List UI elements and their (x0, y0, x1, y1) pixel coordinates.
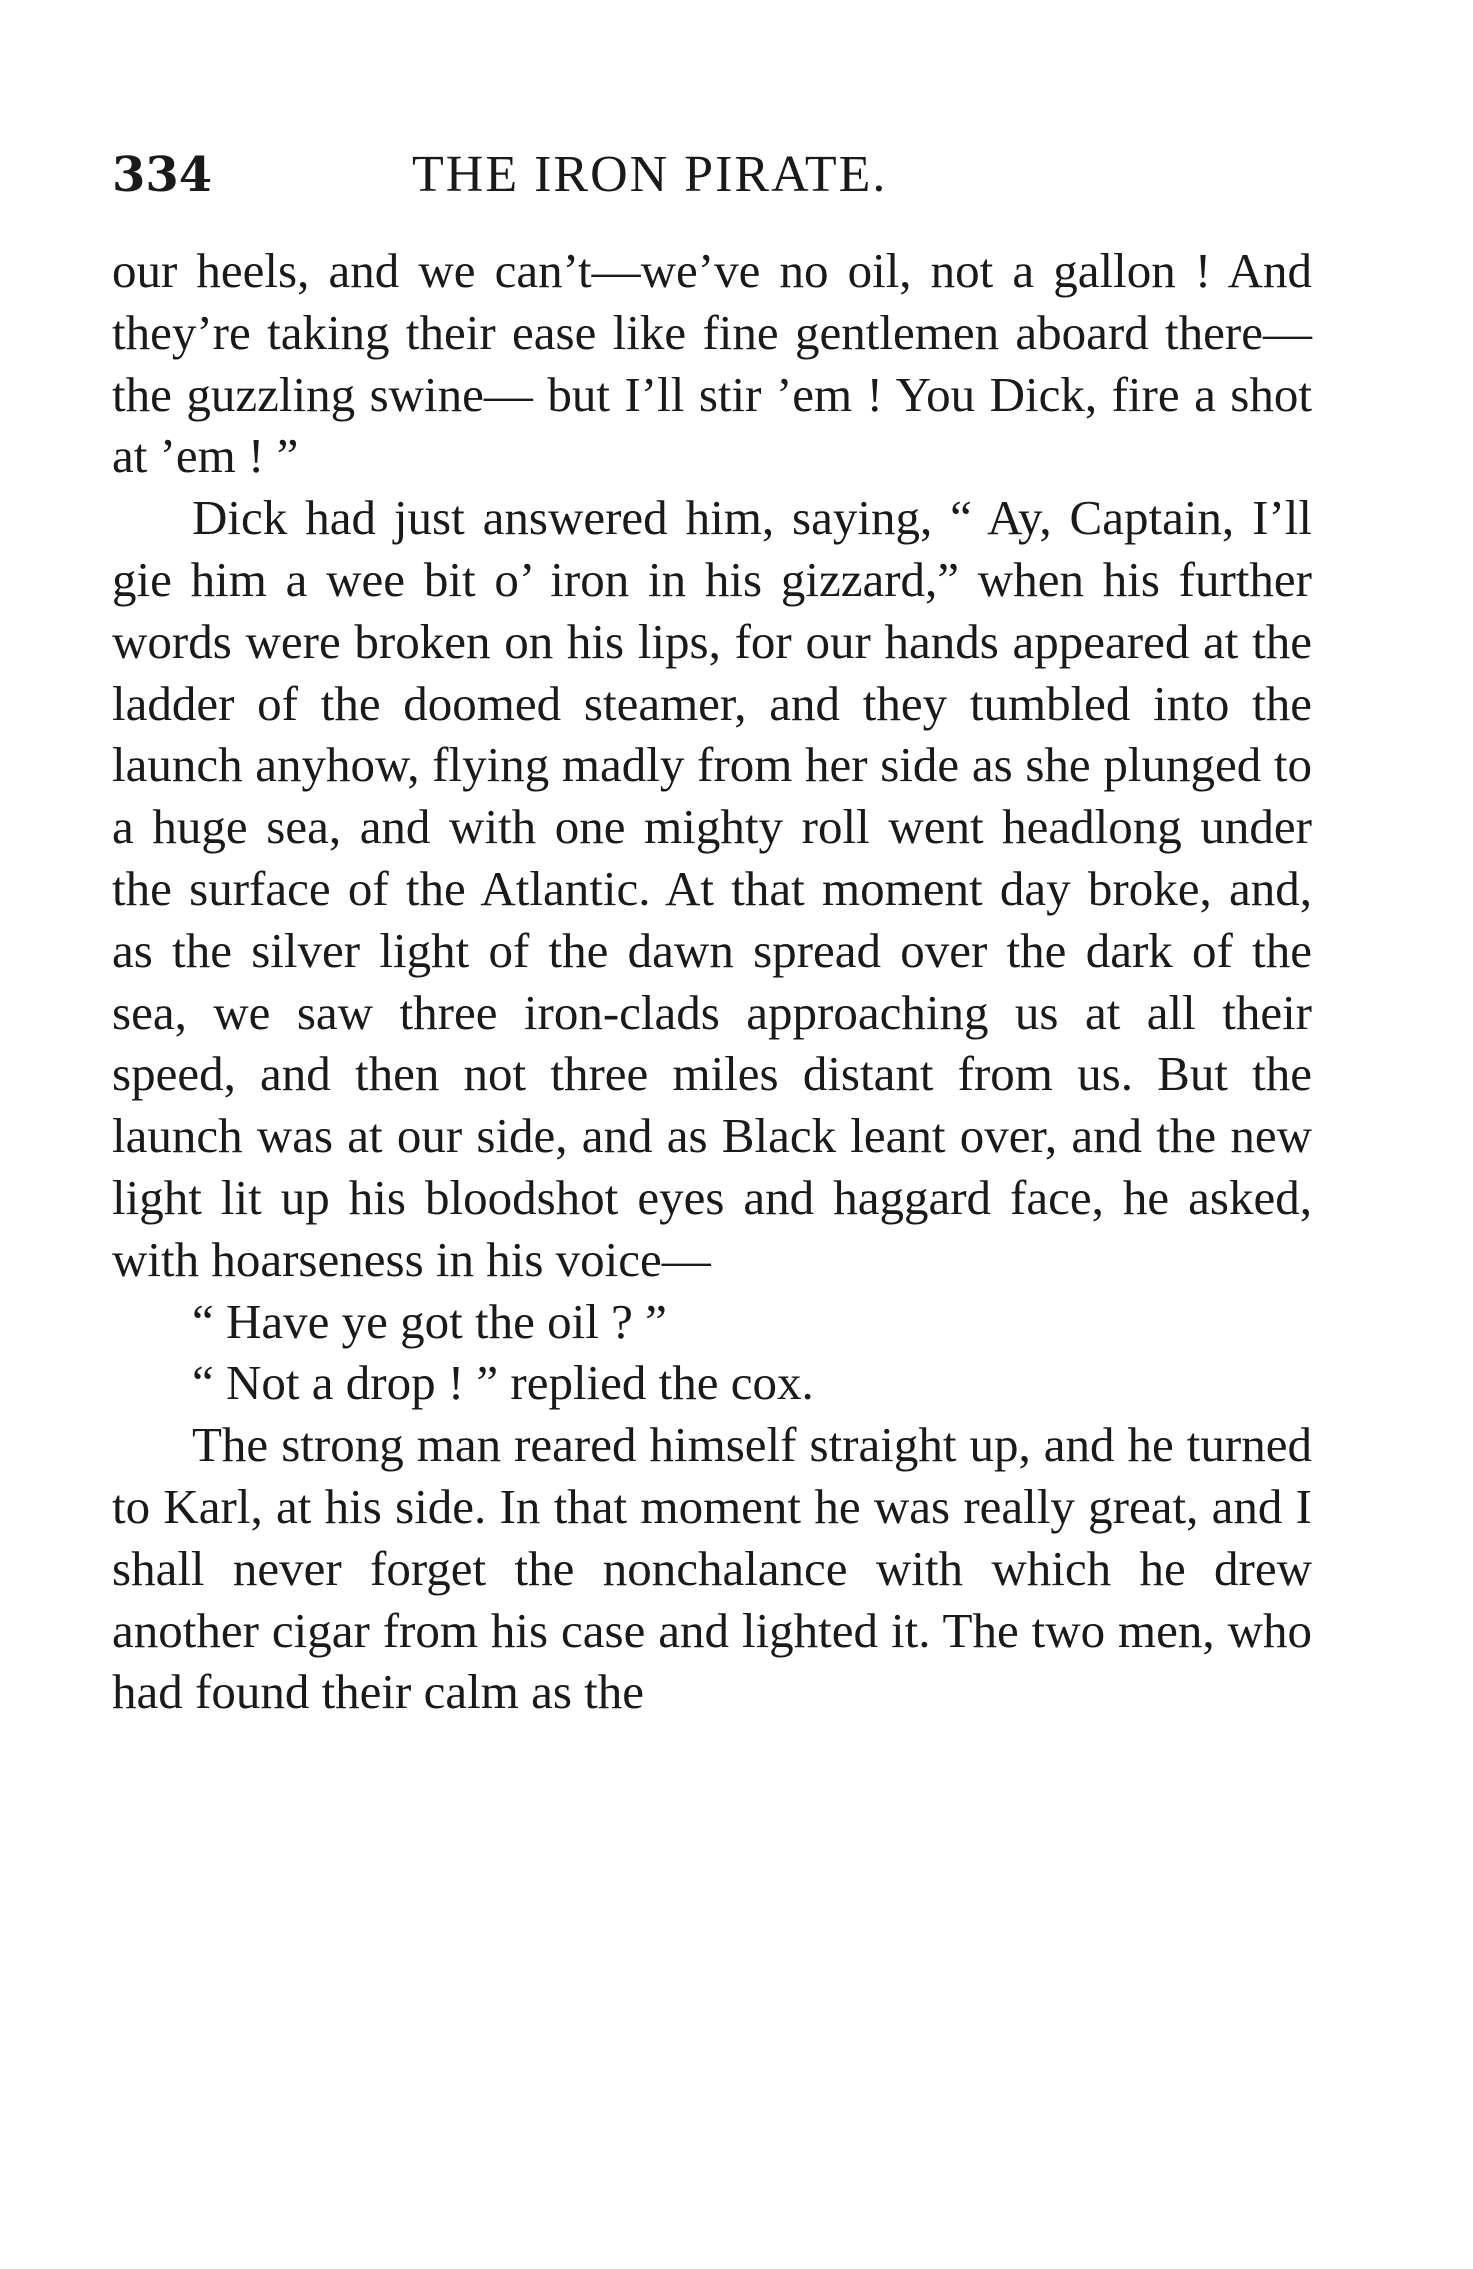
page-number: 334 (112, 147, 213, 203)
page-header (112, 140, 1312, 210)
body-text (112, 240, 1312, 1723)
paragraph-dick-answer: Dick had just answered him, saying, “ Ay, Captain, I’ll gie him a wee bit o’ iron in his gizzard,” when his further words were broken on his lips, for our hands appeared at the ladder of the doomed steamer, and they tumbled into the launch anyhow, flying madly from her side as she plunged to a huge sea, and with one mighty roll went headlong under the surface of the Atlantic. At that moment day broke, and, as the silver light of the dawn spread over the dark of the sea, we saw three iron-clads approaching us at all their speed, and then not three miles distant from us. But the launch was at our side, and as Black leant over, and the new light lit up his bloodshot eyes and haggard face, he asked, with hoarseness in his voice— (112, 490, 1312, 1287)
paragraph-oil-question: “ Have ye got the oil ? ” (192, 1293, 667, 1349)
paragraph-cox-reply: “ Not a drop ! ” replied the cox. (192, 1355, 814, 1411)
paragraph-strong-man: The strong man reared himself straight up, and he turned to Karl, at his side. In that moment he was really great, and I shall never forget the nonchalance with which he drew another cigar from his case and lighted it. The two men, who had found their calm as the (112, 1417, 1312, 1720)
paragraph-continuation: our heels, and we can’t—we’ve no oil, not a gallon ! And they’re taking their ease like fine gentlemen aboard there—the guzzling swine— but I’ll stir ’em ! You Dick, fire a shot at ’em ! ” (112, 243, 1312, 484)
running-title: THE IRON PIRATE. (412, 146, 888, 203)
